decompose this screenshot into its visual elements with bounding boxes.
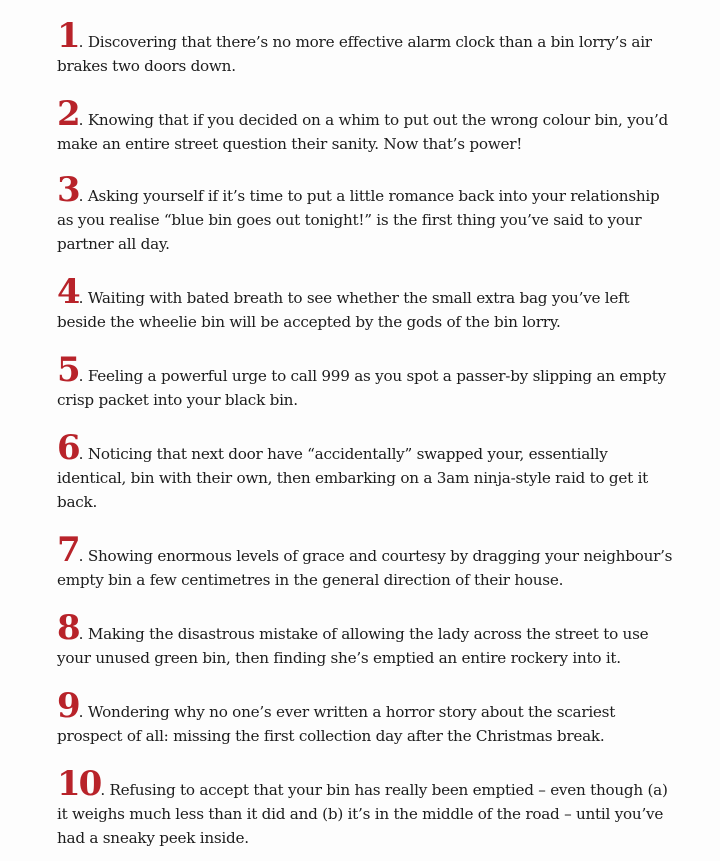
- list-item: 6. Noticing that next door have “accidentally” swapped your, essentially identical, bin with their own, then embarking on a 3am ninja-style raid to get it back.: [57, 428, 649, 511]
- list-item: 4. Waiting with bated breath to see whether the small extra bag you’ve left beside the wheelie bin will be accepted by the gods of the bin lorry.: [57, 272, 630, 331]
- item-number: 2: [57, 94, 79, 134]
- item-number: 4: [57, 272, 79, 312]
- list-item: 3. Asking yourself if it’s time to put a little romance back into your relationship as you realise “blue bin goes out tonight!” is the first thing you’ve said to your partner all day.: [57, 170, 660, 253]
- item-text: Refusing to accept that your bin has really been emptied – even though (a) it weighs much less than it did and (b) it’s in the middle of the road – until you’ve had a sneaky peek inside.: [57, 781, 668, 847]
- item-number: 7: [57, 530, 79, 570]
- item-text: Knowing that if you decided on a whim to put out the wrong colour bin, you’d make an entire street question their sanity. Now that’s power!: [57, 111, 669, 153]
- item-text: Showing enormous levels of grace and courtesy by dragging your neighbour’s empty bin a few centimetres in the general direction of their house.: [57, 547, 673, 589]
- item-number: 8: [57, 608, 79, 648]
- item-text: Discovering that there’s no more effective alarm clock than a bin lorry’s air brakes two doors down.: [57, 33, 652, 75]
- list-item: 10. Refusing to accept that your bin has really been emptied – even though (a) it weighs much less than it did and (b) it’s in the middle of the road – until you’ve had a sneaky peek inside.: [57, 764, 668, 847]
- list-item: 7. Showing enormous levels of grace and courtesy by dragging your neighbour’s empty bin a few centimetres in the general direction of their house.: [57, 530, 673, 589]
- list-item: 2. Knowing that if you decided on a whim to put out the wrong colour bin, you’d make an entire street question their sanity. Now that’s power!: [57, 94, 669, 153]
- item-text: Wondering why no one’s ever written a horror story about the scariest prospect of all: missing the first collection day after the Christmas break.: [57, 703, 616, 745]
- item-number: 1: [57, 16, 79, 56]
- list-item: 5. Feeling a powerful urge to call 999 as you spot a passer-by slipping an empty crisp packet into your black bin.: [57, 350, 666, 409]
- item-number: 9: [57, 686, 79, 726]
- list-item: 8. Making the disastrous mistake of allowing the lady across the street to use your unused green bin, then finding she’s emptied an entire rockery into it.: [57, 608, 649, 667]
- item-number: 3: [57, 170, 79, 210]
- list-item: 9. Wondering why no one’s ever written a horror story about the scariest prospect of all: missing the first collection day after the Christmas break.: [57, 686, 616, 745]
- item-text: Noticing that next door have “accidentally” swapped your, essentially identical, bin with their own, then embarking on a 3am ninja-style raid to get it back.: [57, 445, 649, 511]
- item-number: 10: [57, 764, 101, 804]
- item-number: 6: [57, 428, 79, 468]
- list-item: 1. Discovering that there’s no more effective alarm clock than a bin lorry’s air brakes two doors down.: [57, 16, 652, 75]
- item-text: Asking yourself if it’s time to put a little romance back into your relationship as you realise “blue bin goes out tonight!” is the first thing you’ve said to your partner all day.: [57, 187, 660, 253]
- item-text: Making the disastrous mistake of allowing the lady across the street to use your unused green bin, then finding she’s emptied an entire rockery into it.: [57, 625, 649, 667]
- item-text: Waiting with bated breath to see whether the small extra bag you’ve left beside the wheelie bin will be accepted by the gods of the bin lorry.: [57, 289, 630, 331]
- item-text: Feeling a powerful urge to call 999 as you spot a passer-by slipping an empty crisp packet into your black bin.: [57, 367, 666, 409]
- item-number: 5: [57, 350, 79, 390]
